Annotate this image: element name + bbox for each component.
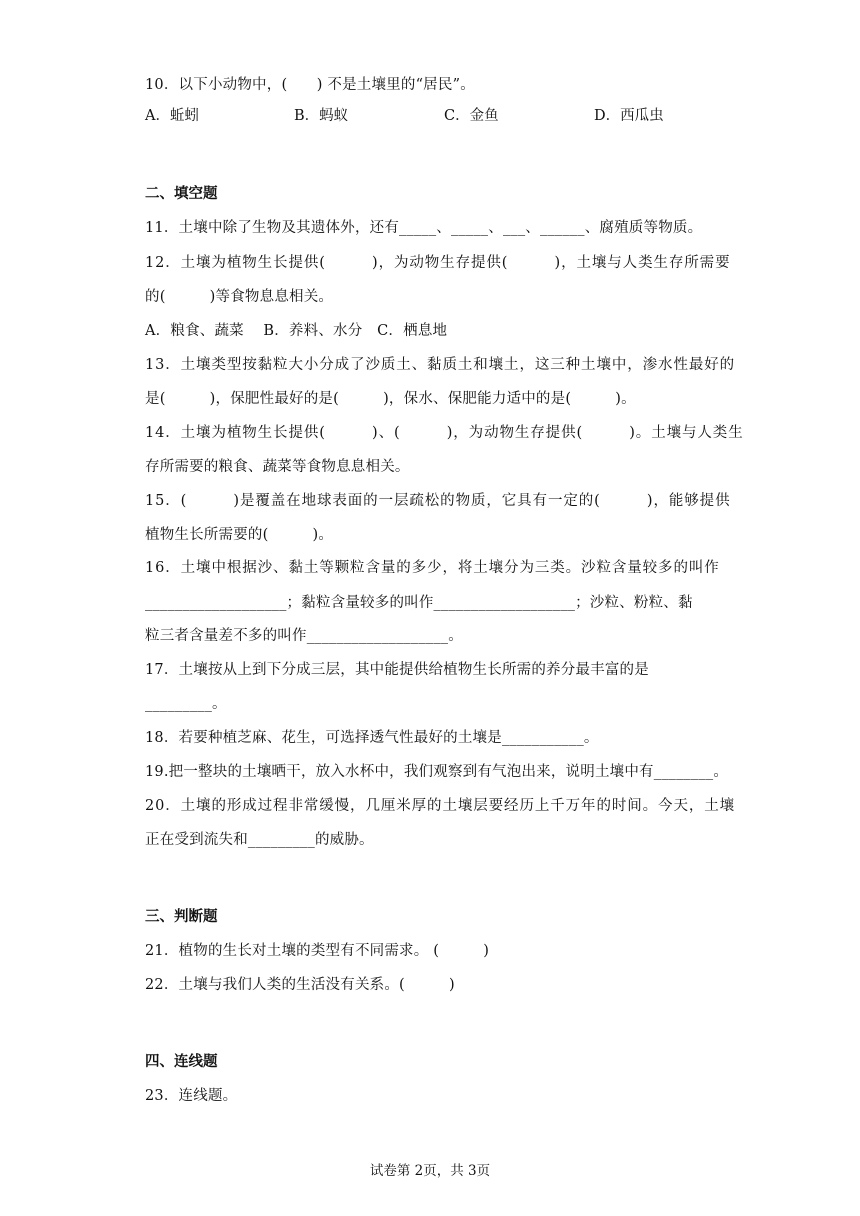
q17-line2: _________。: [145, 696, 227, 712]
q12-line1: 12．土壤为植物生长提供( )，为动物生存提供( )，土壤与人类生存所需要: [145, 255, 731, 271]
q18-text: 18．若要种植芝麻、花生，可选择透气性最好的土壤是___________。: [145, 730, 599, 746]
q15-line2: 植物生长所需要的( )。: [145, 527, 334, 543]
q11-text: 11．土壤中除了生物及其遗体外，还有_____、_____、___、______、腐殖质等物质。: [145, 220, 703, 236]
q10-option-c: C．金鱼: [444, 108, 499, 124]
q23-text: 23．连线题。: [145, 1088, 238, 1104]
q12-line2: 的( )等食物息息相关。: [145, 289, 334, 305]
page-footer: 试卷第 2页，共 3页: [369, 1163, 491, 1179]
q10-stem: 10．以下小动物中，( ) 不是土壤里的“居民”。: [145, 77, 475, 93]
q12-options: A．粮食、蔬菜 B．养料、水分 C．栖息地: [145, 323, 448, 339]
section-title-matching: 四、连线题: [145, 1054, 218, 1070]
q13-line2: 是( )，保肥性最好的是( )，保水、保肥能力适中的是( )。: [145, 391, 636, 407]
q20-line1: 20．土壤的形成过程非常缓慢，几厘米厚的土壤层要经历上千万年的时间。今天，土壤: [145, 798, 736, 814]
section-title-fill-in: 二、填空题: [145, 186, 218, 202]
q17-line1: 17．土壤按从上到下分成三层，其中能提供给植物生长所需的养分最丰富的是: [145, 662, 649, 678]
q15-line1: 15．( )是覆盖在地球表面的一层疏松的物质，它具有一定的( )，能够提供: [145, 493, 731, 509]
q10-option-b: B．蚂蚁: [294, 108, 349, 124]
q16-line3: 粒三者含量差不多的叫作___________________。: [145, 628, 463, 644]
q20-line2: 正在受到流失和_________的威胁。: [145, 832, 374, 848]
q10-option-d: D．西瓜虫: [594, 108, 664, 124]
q14-line2: 存所需要的粮食、蔬菜等食物息息相关。: [145, 459, 410, 475]
q16-line1: 16．土壤中根据沙、黏土等颗粒含量的多少，将土壤分为三类。沙粒含量较多的叫作: [145, 560, 720, 576]
q21-text: 21．植物的生长对土壤的类型有不同需求。 ( ): [145, 943, 490, 959]
q13-line1: 13．土壤类型按黏粒大小分成了沙质土、黏质土和壤土，这三种土壤中，渗水性最好的: [145, 357, 736, 373]
q16-line2: ___________________；黏粒含量较多的叫作___________________；沙粒、粉粒、黏: [145, 595, 693, 611]
q10-option-a: A．蚯蚓: [145, 108, 199, 124]
section-title-true-false: 三、判断题: [145, 909, 218, 925]
q14-line1: 14．土壤为植物生长提供( )、( )，为动物生存提供( )。土壤与人类生: [145, 425, 744, 441]
q19-text: 19.把一整块的土壤晒干，放入水杯中，我们观察到有气泡出来，说明土壤中有________。: [145, 764, 729, 780]
q22-text: 22．土壤与我们人类的生活没有关系。( ): [145, 977, 455, 993]
